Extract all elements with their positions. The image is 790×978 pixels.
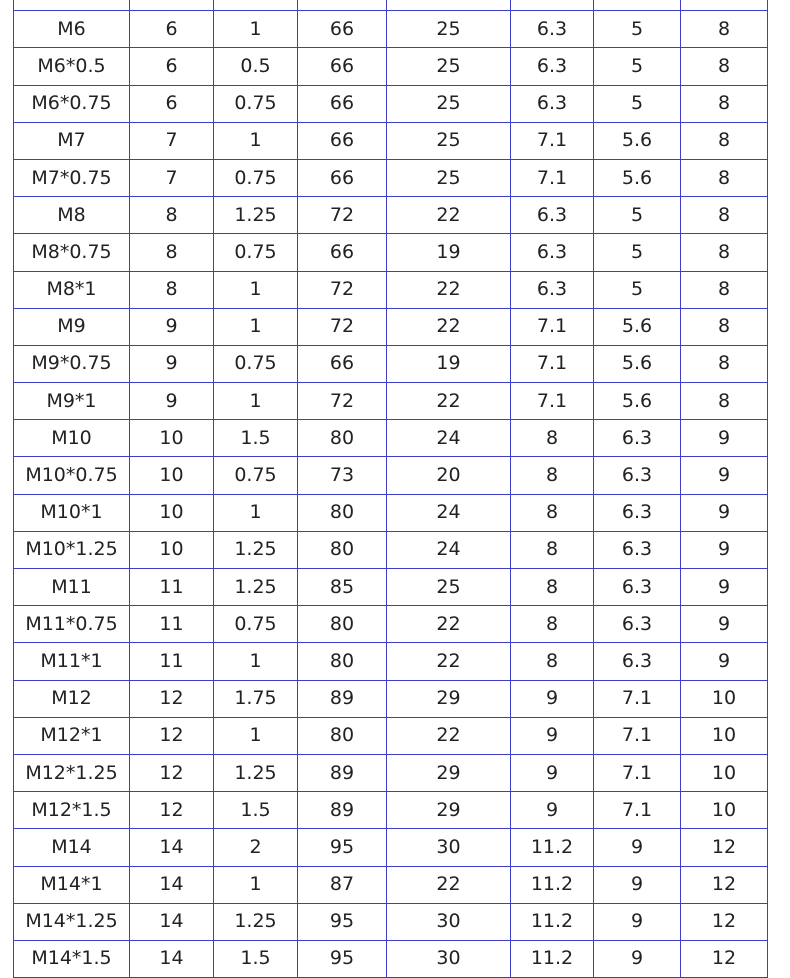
table-cell-square: 5 — [594, 271, 681, 308]
table-cell-square: 9 — [594, 903, 681, 940]
table-cell-length: 87 — [298, 866, 387, 903]
table-cell-pitch: 1.5 — [214, 792, 298, 829]
table-row — [14, 420, 768, 457]
table-row — [14, 122, 768, 159]
table-cell-nominal-dia: 10 — [130, 531, 214, 568]
table-cell-size: M11 — [14, 569, 130, 606]
table-cell-pitch: 1.25 — [214, 569, 298, 606]
table-row — [14, 754, 768, 791]
table-cell-square: 5.6 — [594, 159, 681, 196]
table-cell-pitch: 1 — [214, 866, 298, 903]
table-cell-thread-length: 22 — [387, 643, 511, 680]
table-cell-shank-dia: 6.3 — [511, 11, 594, 48]
table-cell-square: 5 — [594, 48, 681, 85]
table-cell-thread-length: 25 — [387, 85, 511, 122]
table-cell-size: M6*0.75 — [14, 85, 130, 122]
table-cell-nominal-dia: 7 — [130, 159, 214, 196]
table-cell-shank-dia: 6.3 — [511, 48, 594, 85]
table-cell-size: M10 — [14, 420, 130, 457]
table-cell-square: 5 — [594, 85, 681, 122]
table-cell-thread-length: 30 — [387, 829, 511, 866]
table-cell-shank-dia: 9 — [511, 680, 594, 717]
table-cell-size: M14*1.25 — [14, 903, 130, 940]
table-cell-nominal-dia: 14 — [130, 940, 214, 977]
table-cell-thread-length: 29 — [387, 754, 511, 791]
table-cell-square: 7.1 — [594, 792, 681, 829]
table-cell-pitch: 1.5 — [214, 420, 298, 457]
table-cell-size: M9*0.75 — [14, 345, 130, 382]
table-cell-size: M8*1 — [14, 271, 130, 308]
table-cell-length: 66 — [298, 85, 387, 122]
table-cell-thread-length: 20 — [387, 457, 511, 494]
table-cell-pitch: 1 — [214, 271, 298, 308]
table-cell-length: 72 — [298, 197, 387, 234]
table-cell-thread-length: 24 — [387, 531, 511, 568]
table-cell-size: M8*0.75 — [14, 234, 130, 271]
table-row — [14, 48, 768, 85]
table-cell-shank-dia: 8 — [511, 606, 594, 643]
table-cell-length: 89 — [298, 680, 387, 717]
table-row — [14, 829, 768, 866]
table-cell-square: 5 — [594, 11, 681, 48]
table-cell-pitch: 1 — [214, 122, 298, 159]
table-cell-square: 6.3 — [594, 531, 681, 568]
table-cell-square: 6.3 — [594, 569, 681, 606]
table-cell-pitch: 1 — [214, 11, 298, 48]
table-cell-square: 6.3 — [594, 457, 681, 494]
table-cell-square-length: 9 — [681, 457, 768, 494]
table-cell-size: M11*1 — [14, 643, 130, 680]
table-cell-nominal-dia: 11 — [130, 606, 214, 643]
table-cell-length: 72 — [298, 271, 387, 308]
table-cell-square-length: 9 — [681, 531, 768, 568]
table-cell-shank-dia: 9 — [511, 717, 594, 754]
table-cell-size: M9*1 — [14, 383, 130, 420]
table-cell-square-length: 10 — [681, 792, 768, 829]
table-cell-length: 66 — [298, 345, 387, 382]
table-cell-nominal-dia: 12 — [130, 680, 214, 717]
table-cell-size: M14*1.5 — [14, 940, 130, 977]
table-cell-square-length: 10 — [681, 754, 768, 791]
table-cell-shank-dia: 6.3 — [511, 234, 594, 271]
table-cell-size: M12*1.25 — [14, 754, 130, 791]
table-cell-size: M12*1 — [14, 717, 130, 754]
table-cell-shank-dia: 11.2 — [511, 866, 594, 903]
table-cell-shank-dia: 7.1 — [511, 159, 594, 196]
table-row — [14, 569, 768, 606]
table-cell-pitch: 1 — [214, 643, 298, 680]
table-cell-length: 66 — [298, 11, 387, 48]
table-cell-size: M12*1.5 — [14, 792, 130, 829]
table-cell-nominal-dia: 8 — [130, 271, 214, 308]
table-row — [14, 903, 768, 940]
table-cell-square-length: 8 — [681, 85, 768, 122]
table-cell-shank-dia: 8 — [511, 457, 594, 494]
table-cell-square-length: 8 — [681, 345, 768, 382]
table-cell-length: 73 — [298, 457, 387, 494]
table-cell-nominal-dia: 7 — [130, 122, 214, 159]
table-cell-length: 66 — [298, 122, 387, 159]
table-cell-shank-dia: 8 — [511, 420, 594, 457]
table-cell-pitch: 0.75 — [214, 457, 298, 494]
table-cell-length: 80 — [298, 420, 387, 457]
table-cell-square-length: 12 — [681, 940, 768, 977]
table-cell-square: 5 — [594, 197, 681, 234]
table-row — [14, 11, 768, 48]
table-cell-pitch: 1 — [214, 494, 298, 531]
table-cell-nominal-dia: 14 — [130, 829, 214, 866]
table-cell-pitch: 0.75 — [214, 606, 298, 643]
table-row — [14, 197, 768, 234]
table-cell-square: 7.1 — [594, 717, 681, 754]
table-cell-shank-dia: 8 — [511, 494, 594, 531]
table-cell-pitch: 2 — [214, 829, 298, 866]
table-cell-square: 9 — [594, 940, 681, 977]
table-cell-size: M10*1.25 — [14, 531, 130, 568]
table-cell-square-length: 9 — [681, 420, 768, 457]
table-cell-size: M10*1 — [14, 494, 130, 531]
table-cell-square-length: 9 — [681, 569, 768, 606]
table-row-partial — [14, 0, 768, 11]
table-cell-shank-dia: 11.2 — [511, 829, 594, 866]
table-cell-thread-length: 22 — [387, 308, 511, 345]
table-cell-square: 5.6 — [594, 122, 681, 159]
table-cell-nominal-dia: 6 — [130, 85, 214, 122]
table-cell-square-length: 8 — [681, 197, 768, 234]
table-row — [14, 717, 768, 754]
table-cell-pitch: 0.75 — [214, 159, 298, 196]
table-cell-nominal-dia: 12 — [130, 792, 214, 829]
table-cell-shank-dia: 7.1 — [511, 383, 594, 420]
table-cell-thread-length: 25 — [387, 48, 511, 85]
table-cell-size: M8 — [14, 197, 130, 234]
table-cell-pitch: 0.75 — [214, 85, 298, 122]
table-cell-pitch: 0.75 — [214, 234, 298, 271]
table-cell-square: 7.1 — [594, 680, 681, 717]
table-cell-pitch: 1 — [214, 383, 298, 420]
table-cell-thread-length: 22 — [387, 866, 511, 903]
table-cell-length: 72 — [298, 308, 387, 345]
table-cell-thread-length: 22 — [387, 271, 511, 308]
table-cell-nominal-dia: 12 — [130, 754, 214, 791]
table-cell-length: 72 — [298, 383, 387, 420]
table-cell-size: M6*0.5 — [14, 48, 130, 85]
table-cell-thread-length: 25 — [387, 122, 511, 159]
table-cell-shank-dia: 9 — [511, 754, 594, 791]
table-cell-length: 95 — [298, 940, 387, 977]
table-cell-size: M14*1 — [14, 866, 130, 903]
table-cell-shank-dia: 11.2 — [511, 903, 594, 940]
table-cell-shank-dia: 8 — [511, 643, 594, 680]
table-cell-length: 85 — [298, 569, 387, 606]
table-cell-thread-length: 22 — [387, 606, 511, 643]
table-cell-nominal-dia: 6 — [130, 11, 214, 48]
table-row — [14, 85, 768, 122]
table-cell-nominal-dia: 10 — [130, 420, 214, 457]
table-cell-square-length: 10 — [681, 680, 768, 717]
table-cell-square: 6.3 — [594, 643, 681, 680]
table-cell-pitch: 1.25 — [214, 903, 298, 940]
table-cell-nominal-dia: 9 — [130, 383, 214, 420]
table-cell-thread-length: 22 — [387, 717, 511, 754]
table-cell-square-length: 12 — [681, 866, 768, 903]
table-cell-length: 66 — [298, 234, 387, 271]
table-cell-shank-dia: 7.1 — [511, 345, 594, 382]
table-cell-square: 9 — [594, 866, 681, 903]
table-cell-thread-length: 25 — [387, 11, 511, 48]
table-cell-square-length: 9 — [681, 494, 768, 531]
table-cell-square-length: 8 — [681, 48, 768, 85]
table-cell-thread-length: 29 — [387, 792, 511, 829]
table-cell-pitch: 1.25 — [214, 531, 298, 568]
table-cell-size: M6 — [14, 11, 130, 48]
table-cell-square: 6.3 — [594, 606, 681, 643]
table-cell-length: 66 — [298, 159, 387, 196]
table-cell-length: 95 — [298, 829, 387, 866]
table-cell-pitch: 1 — [214, 308, 298, 345]
table-cell-length: 95 — [298, 903, 387, 940]
table-cell-thread-length: 19 — [387, 345, 511, 382]
table-row — [14, 383, 768, 420]
table-cell-nominal-dia: 6 — [130, 48, 214, 85]
table-body — [14, 0, 768, 978]
table-cell-length: 80 — [298, 494, 387, 531]
table-cell-length: 89 — [298, 792, 387, 829]
table-cell-nominal-dia: 11 — [130, 643, 214, 680]
table-cell-thread-length: 22 — [387, 197, 511, 234]
spec-table-container — [13, 0, 767, 978]
table-cell-square: 7.1 — [594, 754, 681, 791]
table-cell-length: 80 — [298, 531, 387, 568]
table-cell-length: 80 — [298, 717, 387, 754]
table-cell-size: M10*0.75 — [14, 457, 130, 494]
table-cell-length: 80 — [298, 643, 387, 680]
table-cell-square: 5.6 — [594, 383, 681, 420]
table-cell-pitch: 0.75 — [214, 345, 298, 382]
table-row — [14, 234, 768, 271]
table-cell-thread-length: 30 — [387, 940, 511, 977]
table-cell-length: 89 — [298, 754, 387, 791]
table-cell-nominal-dia: 12 — [130, 717, 214, 754]
table-row — [14, 159, 768, 196]
table-cell-shank-dia: 7.1 — [511, 308, 594, 345]
table-cell-size: M12 — [14, 680, 130, 717]
table-cell-shank-dia: 9 — [511, 792, 594, 829]
table-row — [14, 308, 768, 345]
table-cell-square-length: 12 — [681, 903, 768, 940]
table-row — [14, 940, 768, 977]
table-cell-pitch: 1.5 — [214, 940, 298, 977]
table-cell-square-length: 8 — [681, 122, 768, 159]
table-cell-square-length: 8 — [681, 159, 768, 196]
table-cell-thread-length: 30 — [387, 903, 511, 940]
table-row — [14, 271, 768, 308]
thread-spec-table — [13, 0, 768, 978]
table-cell-nominal-dia: 11 — [130, 569, 214, 606]
table-cell-square: 6.3 — [594, 420, 681, 457]
table-row — [14, 606, 768, 643]
table-cell-square-length: 8 — [681, 271, 768, 308]
table-cell-square-length: 8 — [681, 234, 768, 271]
table-cell-shank-dia: 8 — [511, 569, 594, 606]
table-cell-square-length: 9 — [681, 606, 768, 643]
table-cell-square: 5 — [594, 234, 681, 271]
table-cell-thread-length: 24 — [387, 494, 511, 531]
table-row — [14, 531, 768, 568]
table-cell-size: M11*0.75 — [14, 606, 130, 643]
table-cell-pitch: 1.25 — [214, 754, 298, 791]
table-cell-nominal-dia: 10 — [130, 494, 214, 531]
table-cell-square: 5.6 — [594, 345, 681, 382]
table-row — [14, 866, 768, 903]
table-cell-shank-dia: 11.2 — [511, 940, 594, 977]
table-cell-square-length: 8 — [681, 308, 768, 345]
table-cell-shank-dia: 8 — [511, 531, 594, 568]
table-cell-square-length: 9 — [681, 643, 768, 680]
table-cell-size: M14 — [14, 829, 130, 866]
table-cell-square: 5.6 — [594, 308, 681, 345]
table-cell-nominal-dia: 9 — [130, 345, 214, 382]
table-cell-nominal-dia: 14 — [130, 866, 214, 903]
table-cell-size: M7*0.75 — [14, 159, 130, 196]
table-cell-pitch: 1.75 — [214, 680, 298, 717]
table-row — [14, 457, 768, 494]
table-cell-size: M9 — [14, 308, 130, 345]
table-cell-square-length: 8 — [681, 383, 768, 420]
table-cell-nominal-dia: 8 — [130, 234, 214, 271]
table-cell-thread-length: 25 — [387, 569, 511, 606]
table-cell-size: M7 — [14, 122, 130, 159]
table-row — [14, 643, 768, 680]
table-cell-pitch: 1 — [214, 717, 298, 754]
table-row — [14, 680, 768, 717]
table-row — [14, 494, 768, 531]
table-cell-shank-dia: 6.3 — [511, 271, 594, 308]
table-row — [14, 792, 768, 829]
table-cell-thread-length: 24 — [387, 420, 511, 457]
table-cell-square: 9 — [594, 829, 681, 866]
table-cell-pitch: 1.25 — [214, 197, 298, 234]
table-cell-square-length: 8 — [681, 11, 768, 48]
table-row — [14, 345, 768, 382]
table-cell-pitch: 0.5 — [214, 48, 298, 85]
table-cell-square-length: 12 — [681, 829, 768, 866]
table-cell-shank-dia: 6.3 — [511, 85, 594, 122]
table-cell-shank-dia: 6.3 — [511, 197, 594, 234]
table-cell-thread-length: 25 — [387, 159, 511, 196]
table-cell-nominal-dia: 10 — [130, 457, 214, 494]
table-cell-nominal-dia: 14 — [130, 903, 214, 940]
table-cell-shank-dia: 7.1 — [511, 122, 594, 159]
table-cell-square: 6.3 — [594, 494, 681, 531]
table-cell-nominal-dia: 8 — [130, 197, 214, 234]
table-cell-thread-length: 19 — [387, 234, 511, 271]
table-cell-nominal-dia: 9 — [130, 308, 214, 345]
table-cell-thread-length: 22 — [387, 383, 511, 420]
table-cell-length: 66 — [298, 48, 387, 85]
table-cell-square-length: 10 — [681, 717, 768, 754]
table-cell-thread-length: 29 — [387, 680, 511, 717]
table-cell-length: 80 — [298, 606, 387, 643]
